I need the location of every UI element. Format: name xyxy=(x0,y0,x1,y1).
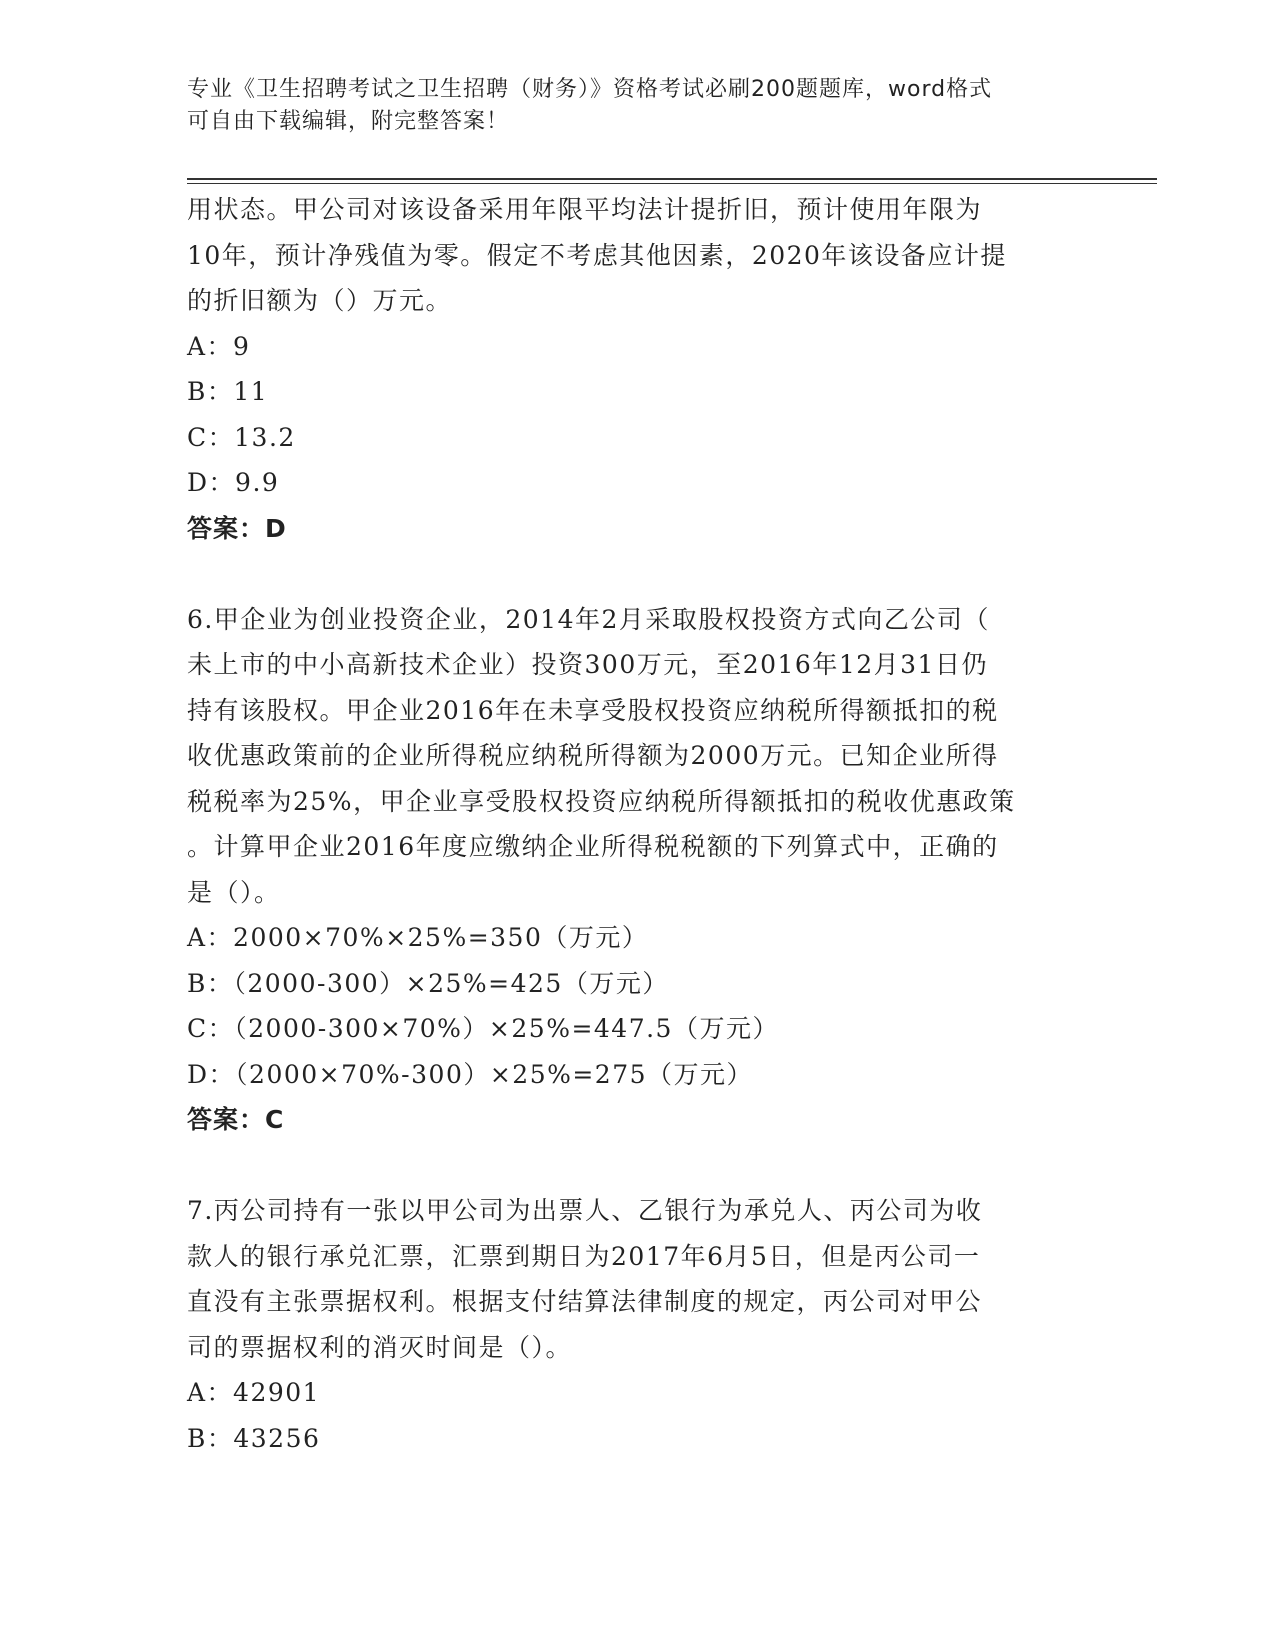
option-d: D：9.9 xyxy=(187,468,280,497)
question-stem-line: 税税率为25%，甲企业享受股权投资应纳税所得额抵扣的税收优惠政策 xyxy=(187,786,1016,816)
question-stem-line: 。计算甲企业2016年度应缴纳企业所得税税额的下列算式中，正确的 xyxy=(187,832,999,861)
question-7 xyxy=(187,1188,1087,1461)
option-a: A：42901 xyxy=(187,1378,321,1407)
question-stem-line: 6.甲企业为创业投资企业，2014年2月采取股权投资方式向乙公司（ xyxy=(187,604,990,634)
question-stem-line: 款人的银行承兑汇票，汇票到期日为2017年6月5日，但是丙公司一 xyxy=(187,1241,981,1271)
question-stem-line: 收优惠政策前的企业所得税应纳税所得额为2000万元。已知企业所得 xyxy=(187,741,999,770)
document-body xyxy=(187,187,1087,1461)
question-stem-line: 用状态。甲公司对该设备采用年限平均法计提折旧，预计使用年限为 xyxy=(187,195,983,224)
question-stem-line: 持有该股权。甲企业2016年在未享受股权投资应纳税所得额抵扣的税 xyxy=(187,695,999,725)
spacer xyxy=(187,551,1087,597)
answer-label: 答案：C xyxy=(187,1105,285,1134)
header-line-1: 专业《卫生招聘考试之卫生招聘（财务）》资格考试必刷200题题库，word格式 xyxy=(187,77,993,102)
header-line-2: 可自由下载编辑，附完整答案！ xyxy=(187,109,510,134)
question-stem-line: 未上市的中小高新技术企业）投资300万元，至2016年12月31日仍 xyxy=(187,650,988,679)
question-stem-line: 直没有主张票据权利。根据支付结算法律制度的规定，丙公司对甲公 xyxy=(187,1287,983,1316)
spacer xyxy=(187,1143,1087,1189)
question-stem-line: 10年，预计净残值为零。假定不考虑其他因素，2020年该设备应计提 xyxy=(187,240,1007,270)
question-stem-line: 是（）。 xyxy=(187,877,281,907)
question-stem-line: 司的票据权利的消灭时间是（）。 xyxy=(187,1332,573,1362)
option-c: C：（2000-300×70%）×25%=447.5（万元） xyxy=(187,1014,779,1043)
question-stem-line: 7.丙公司持有一张以甲公司为出票人、乙银行为承兑人、丙公司为收 xyxy=(187,1196,983,1225)
answer-label: 答案：D xyxy=(187,513,287,543)
question-stem-line: 的折旧额为（）万元。 xyxy=(187,286,453,315)
document-header xyxy=(187,74,1087,138)
option-b: B：43256 xyxy=(187,1423,321,1453)
question-5 xyxy=(187,187,1087,551)
header-divider-thin xyxy=(187,183,1157,184)
option-b: B：11 xyxy=(187,377,269,406)
option-c: C：13.2 xyxy=(187,422,296,452)
option-b: B：（2000-300）×25%=425（万元） xyxy=(187,968,669,998)
header-divider-thick xyxy=(187,178,1157,180)
question-6 xyxy=(187,597,1087,1143)
option-a: A：9 xyxy=(187,331,251,361)
option-a: A：2000×70%×25%=350（万元） xyxy=(187,923,649,952)
option-d: D：（2000×70%-300）×25%=275（万元） xyxy=(187,1059,754,1089)
